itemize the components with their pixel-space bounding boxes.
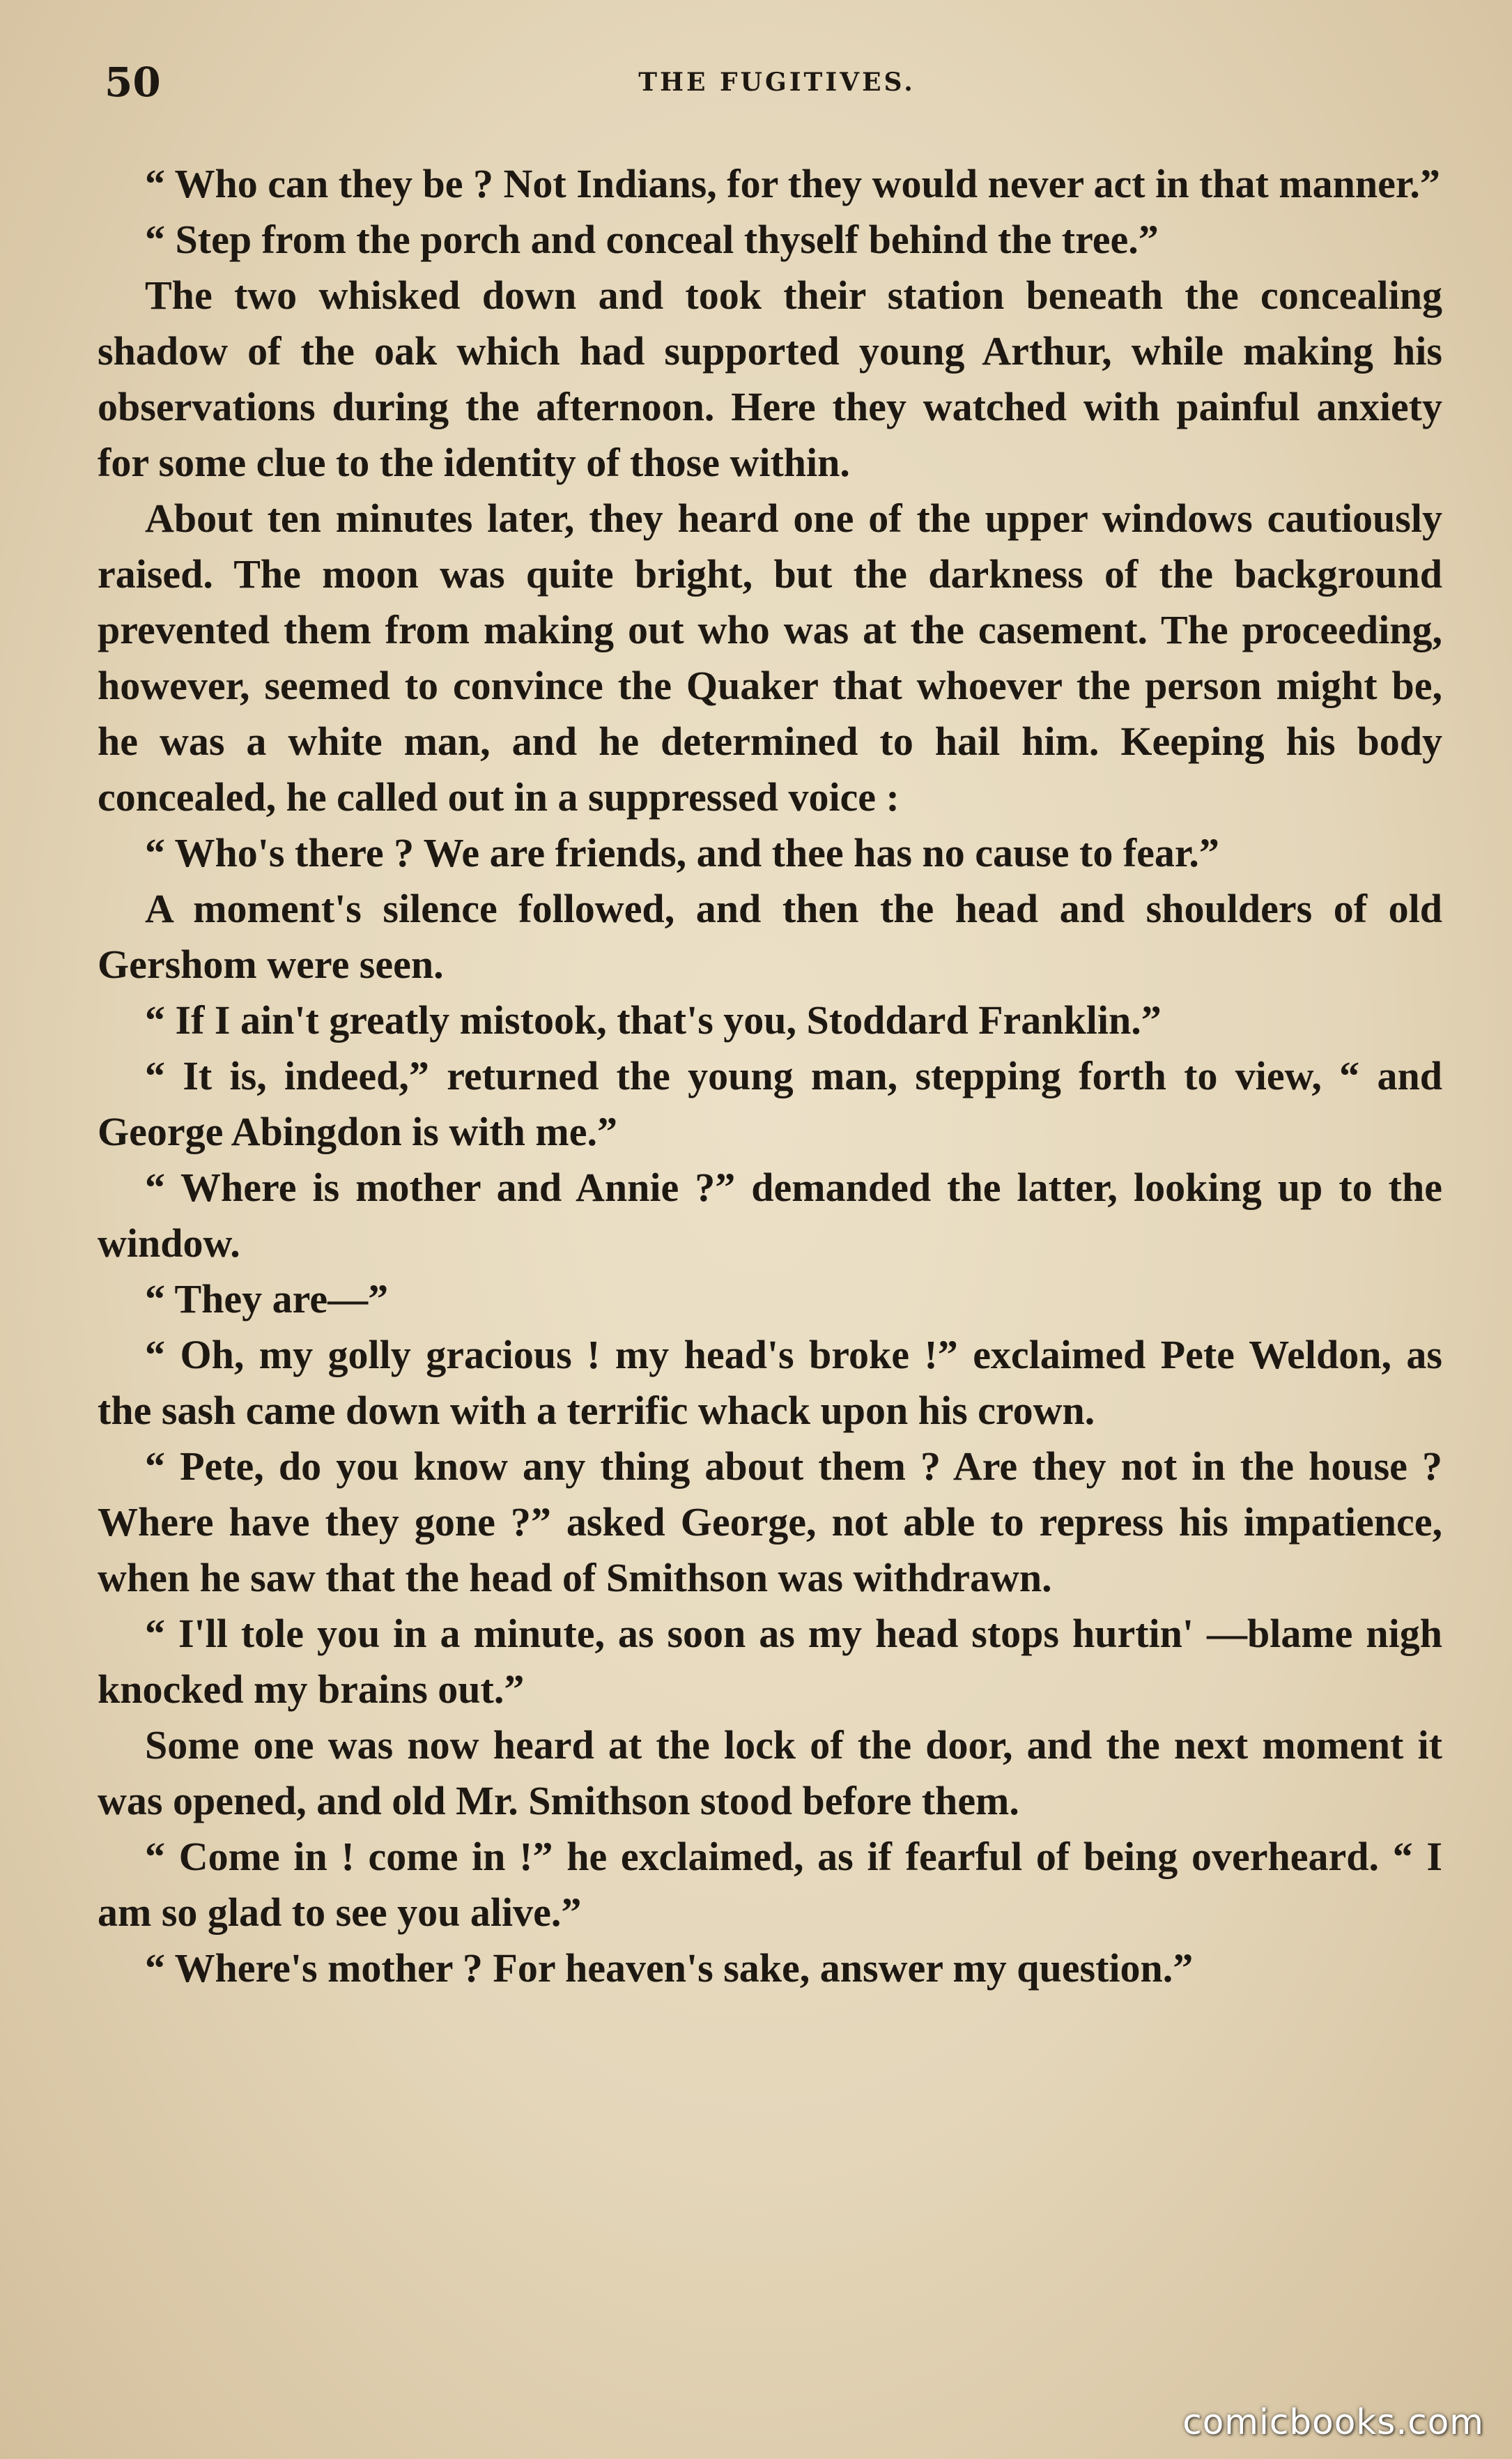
- paragraph: A moment's silence followed, and then the head and shoulders of old Gershom were seen.: [98, 886, 1442, 987]
- paragraph: “ Who's there ? We are friends, and thee has no cause to fear.”: [145, 830, 1219, 875]
- paragraph: “ Step from the porch and conceal thyself behind the tree.”: [145, 217, 1159, 262]
- paragraph: “ Come in ! come in !” he exclaimed, as if fearful of being overheard. “ I am so glad to see you alive.”: [98, 1834, 1442, 1935]
- watermark: comicbooks.com: [1182, 2402, 1484, 2442]
- paragraph: “ Where's mother ? For heaven's sake, answer my question.”: [145, 1945, 1194, 1991]
- paragraph: The two whisked down and took their station beneath the concealing shadow of the oak which had supported young Arthur, while making his observations during the afternoon. Here they watched with painful anxiety for some clue to the identity of those within.: [98, 273, 1442, 485]
- paragraph: “ Oh, my golly gracious ! my head's broke !” exclaimed Pete Weldon, as the sash came down with a terrific whack upon his crown.: [98, 1332, 1442, 1433]
- page-number: 50: [105, 59, 161, 106]
- paragraph: “ They are—”: [145, 1276, 389, 1322]
- paragraph: “ It is, indeed,” returned the young man, stepping forth to view, “ and George Abingdon is with me.”: [98, 1053, 1442, 1154]
- paragraph: “ Who can they be ? Not Indians, for they would never act in that manner.”: [145, 161, 1440, 206]
- paragraph: “ If I ain't greatly mistook, that's you, Stoddard Franklin.”: [145, 997, 1162, 1043]
- paragraph: “ Pete, do you know any thing about them ? Are they not in the house ? Where have they gone ?” asked George, not able to repress his impatience, when he saw that the head of Smithson was withdrawn.: [98, 1443, 1442, 1600]
- paragraph: “ Where is mother and Annie ?” demanded the latter, looking up to the window.: [98, 1165, 1442, 1266]
- paragraph: About ten minutes later, they heard one of the upper windows cautiously raised. The moon was quite bright, but the darkness of the background prevented them from making out who was at the casement. The proceeding, however, seemed to convince the Quaker that whoever the person might be, he was a white man, and he determined to hail him. Keeping his body concealed, he called out in a suppressed voice :: [98, 496, 1442, 820]
- running-title: THE FUGITIVES.: [638, 68, 916, 97]
- body-text: [98, 156, 1442, 1996]
- page-header: [105, 54, 1449, 110]
- paragraph: “ I'll tole you in a minute, as soon as my head stops hurtin' —blame nigh knocked my brains out.”: [98, 1611, 1442, 1712]
- paragraph: Some one was now heard at the lock of the door, and the next moment it was opened, and old Mr. Smithson stood before them.: [98, 1722, 1442, 1823]
